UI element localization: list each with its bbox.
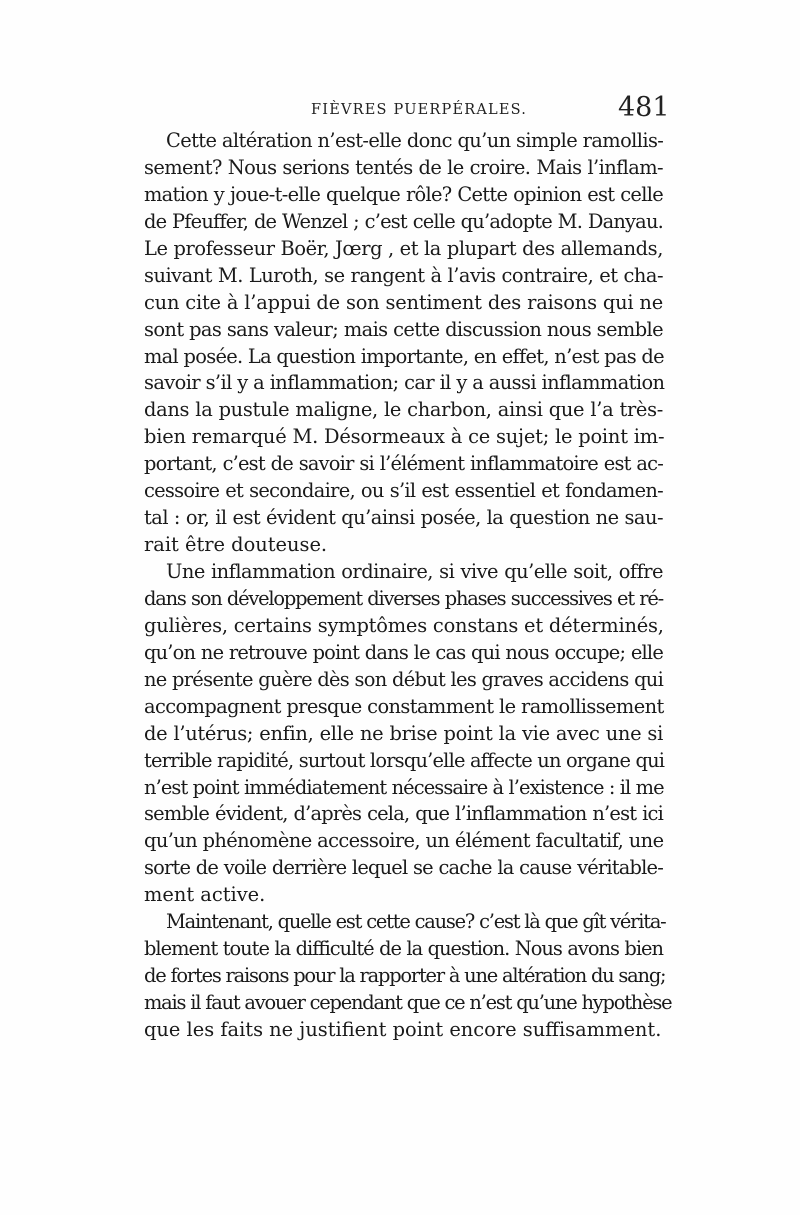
text-line: mal posée. La question importante, en effet, n’est pas de <box>144 344 664 368</box>
text-line: terrible rapidité, surtout lorsqu’elle affecte un organe qui <box>144 748 665 772</box>
text-line: ne présente guère dès son début les graves accidens qui <box>144 667 664 691</box>
text-line: dans la pustule maligne, le charbon, ainsi que l’a très- <box>144 398 663 422</box>
text-line: de Pfeuffer, de Wenzel ; c’est celle qu’adopte M. Danyau. <box>144 209 663 233</box>
text-line: suivant M. Luroth, se rangent à l’avis contraire, et cha- <box>144 263 663 287</box>
page-number: 481 <box>618 92 670 123</box>
text-line: rait être douteuse. <box>144 533 328 557</box>
running-head <box>0 92 800 132</box>
text-line: semble évident, d’après cela, que l’inflammation n’est ici <box>144 802 663 826</box>
text-line: Maintenant, quelle est cette cause? c’est là que gît vérita- <box>166 910 666 934</box>
text-line: n’est point immédiatement nécessaire à l’existence : il me <box>144 775 664 799</box>
text-line: gulières, certains symptômes constans et déterminés, <box>144 613 664 637</box>
text-line: qu’un phénomène accessoire, un élément facultatif, une <box>144 829 664 853</box>
text-line: sorte de voile derrière lequel se cache la cause véritable- <box>144 856 663 880</box>
text-line: bien remarqué M. Désormeaux à ce sujet; le point im- <box>144 425 665 449</box>
text-line: cun cite à l’appui de son sentiment des raisons qui ne <box>144 290 663 314</box>
text-line: mation y joue-t-elle quelque rôle? Cette opinion est celle <box>144 182 663 206</box>
text-line: sont pas sans valeur; mais cette discussion nous semble <box>144 317 663 341</box>
text-line: Le professeur Boër, Jœrg , et la plupart des allemands, <box>144 236 663 260</box>
text-line: sement? Nous serions tentés de le croire. Mais l’inflam- <box>144 155 663 179</box>
text-line: cessoire et secondaire, ou s’il est essentiel et fondamen- <box>144 479 663 503</box>
text-line: de fortes raisons pour la rapporter à une altération du sang; <box>144 964 666 988</box>
text-line: que les faits ne justifient point encore suffisamment. <box>144 1017 662 1041</box>
text-line: savoir s’il y a inflammation; car il y a aussi inflammation <box>144 371 665 395</box>
running-title: FIÈVRES PUERPÉRALES. <box>311 102 528 118</box>
text-line: ment active. <box>144 883 266 907</box>
text-line: Une inflammation ordinaire, si vive qu’elle soit, offre <box>166 560 663 583</box>
text-line: blement toute la difficulté de la question. Nous avons bien <box>144 937 663 961</box>
text-line: de l’utérus; enfin, elle ne brise point la vie avec une si <box>144 721 663 745</box>
text-line: tal : or, il est évident qu’ainsi posée, la question ne sau- <box>144 506 663 530</box>
text-line: Cette altération n’est-elle donc qu’un simple ramollis- <box>166 129 664 152</box>
body-text <box>144 128 672 1044</box>
text-line: accompagnent presque constamment le ramollissement <box>144 694 664 718</box>
text-line: mais il faut avouer cependant que ce n’est qu’une hypothèse <box>144 991 672 1014</box>
text-line: portant, c’est de savoir si l’élément inflammatoire est ac- <box>144 452 663 476</box>
text-line: dans son développement diverses phases successives et ré- <box>144 586 663 610</box>
text-line: qu’on ne retrouve point dans le cas qui nous occupe; elle <box>144 640 663 664</box>
